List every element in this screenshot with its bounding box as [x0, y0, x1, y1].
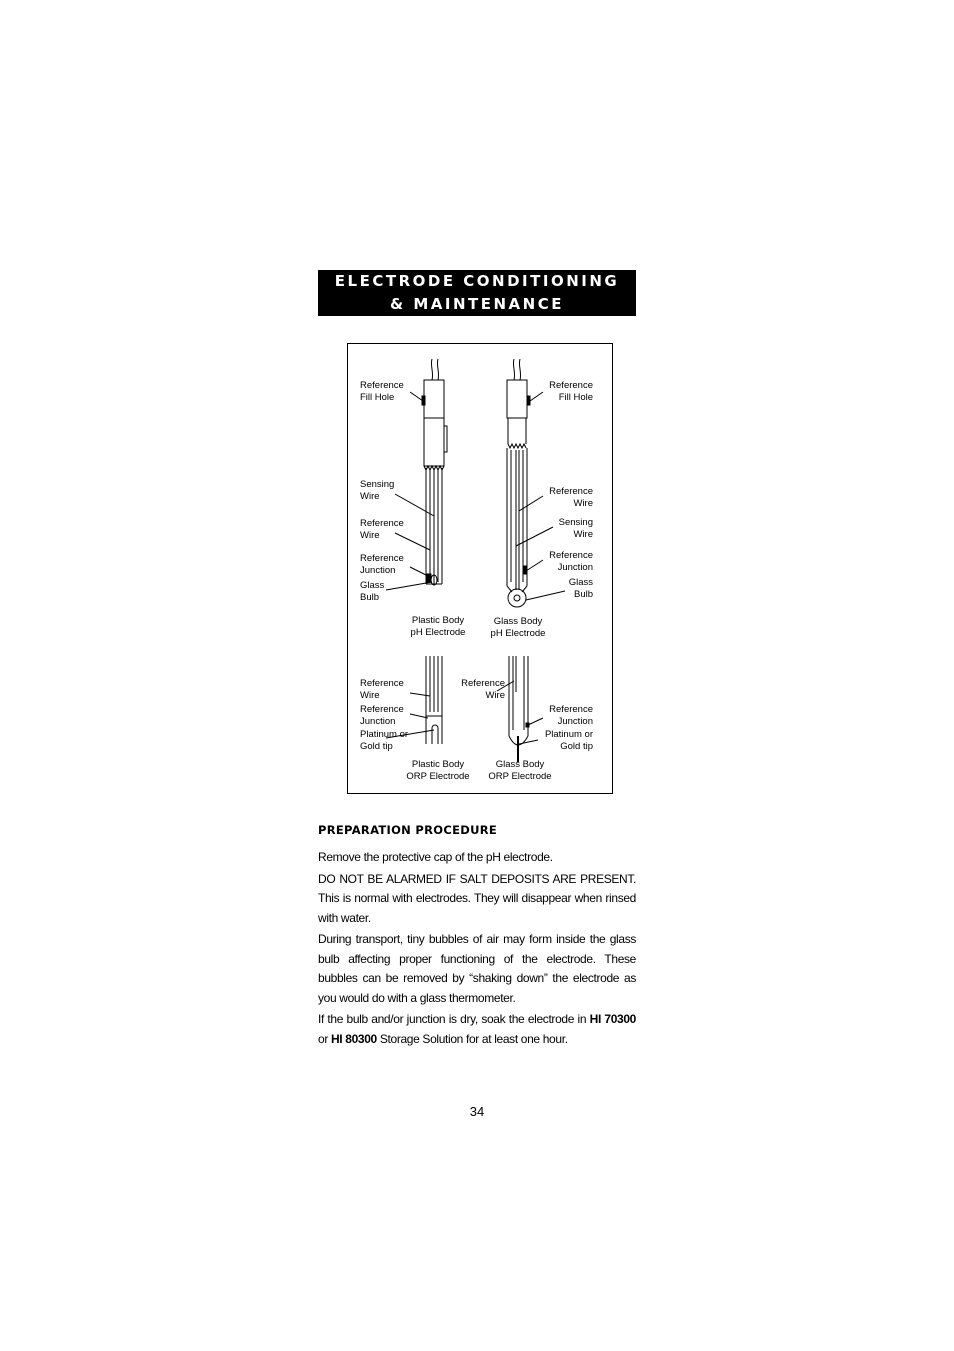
label-ref-wire-left-1: Reference — [360, 518, 404, 529]
label-glass-bulb-left-2: Bulb — [360, 592, 380, 603]
caption-plastic-ph-1: Plastic Body — [411, 615, 465, 626]
label-ref-junction-right-1: Reference — [549, 550, 593, 561]
label-orp-ref-junction-left-2: Junction — [360, 716, 396, 727]
product-code-hi80300: HI 80300 — [330, 1031, 377, 1046]
label-orp-ref-wire-left-2: Wire — [360, 690, 380, 701]
label-sensing-wire-left-2: Wire — [360, 491, 380, 502]
title-line-1: ELECTRODE CONDITIONING — [334, 272, 620, 290]
label-orp-ref-wire-right-1: Reference — [461, 678, 505, 689]
soak-text-b: or — [318, 1031, 331, 1046]
glass-orp-electrode-drawing — [509, 656, 529, 762]
caption-glass-orp-1: Glass Body — [495, 759, 545, 770]
caption-plastic-orp-2: ORP Electrode — [406, 771, 470, 782]
label-ref-wire-left-2: Wire — [360, 530, 380, 541]
label-orp-ref-junction-right-2: Junction — [557, 716, 593, 727]
glass-ph-electrode-drawing — [507, 359, 530, 607]
paragraph-soak — [318, 1010, 636, 1049]
caption-glass-orp-2: ORP Electrode — [488, 771, 552, 782]
label-ref-junction-left-2: Junction — [360, 565, 396, 576]
label-orp-ref-wire-left-1: Reference — [360, 678, 404, 689]
label-ref-wire-right-1: Reference — [549, 486, 593, 497]
label-orp-tip-right-2: Gold tip — [560, 741, 593, 752]
label-sensing-wire-right-1: Sensing — [558, 517, 593, 528]
label-orp-ref-junction-left-1: Reference — [360, 704, 404, 715]
plastic-ph-electrode-drawing — [422, 359, 447, 585]
label-ref-wire-right-2: Wire — [573, 498, 593, 509]
page-number: 34 — [469, 1104, 485, 1119]
label-sensing-wire-left-1: Sensing — [360, 479, 395, 490]
caption-glass-ph-2: pH Electrode — [490, 628, 546, 639]
label-ref-fill-hole-left-1: Reference — [360, 380, 404, 391]
caption-glass-ph-1: Glass Body — [493, 616, 543, 627]
title-line-2: & MAINTENANCE — [390, 295, 564, 313]
label-ref-fill-hole-left-2: Fill Hole — [360, 392, 395, 403]
section-title-banner — [318, 270, 636, 316]
section-heading: PREPARATION PROCEDURE — [318, 823, 498, 837]
label-glass-bulb-right-2: Bulb — [573, 589, 593, 600]
caption-plastic-orp-1: Plastic Body — [411, 759, 465, 770]
label-orp-tip-left-1: Platinum or — [360, 729, 409, 740]
label-orp-tip-right-1: Platinum or — [544, 729, 593, 740]
label-sensing-wire-right-2: Wire — [573, 529, 593, 540]
electrode-diagram — [347, 343, 613, 794]
soak-text-a: If the bulb and/or junction is dry, soak the electrode in — [318, 1012, 590, 1026]
label-ref-junction-left-1: Reference — [360, 553, 404, 564]
caption-plastic-ph-2: pH Electrode — [410, 627, 466, 638]
label-glass-bulb-left-1: Glass — [360, 580, 385, 591]
electrode-diagram-svg — [348, 344, 614, 795]
label-orp-tip-left-2: Gold tip — [360, 741, 393, 752]
label-orp-ref-junction-right-1: Reference — [549, 704, 593, 715]
soak-text-c: Storage Solution for at least one hour. — [376, 1031, 568, 1046]
label-ref-fill-hole-right-1: Reference — [549, 380, 593, 391]
label-ref-fill-hole-right-2: Fill Hole — [558, 392, 593, 403]
paragraph-salt-deposits: DO NOT BE ALARMED IF SALT DEPOSITS ARE PRESENT. This is normal with electrodes. They will disappear when rinsed with water. — [318, 871, 636, 925]
paragraph-remove-cap: Remove the protective cap of the pH electrode. — [318, 850, 553, 864]
product-code-hi70300: HI 70300 — [589, 1012, 637, 1026]
label-orp-ref-wire-right-2: Wire — [485, 690, 505, 701]
preparation-text — [318, 848, 636, 1051]
label-glass-bulb-right-1: Glass — [568, 577, 593, 588]
label-ref-junction-right-2: Junction — [557, 562, 593, 573]
paragraph-air-bubbles: During transport, tiny bubbles of air may form inside the glass bulb affecting proper functioning of the electrode. These bubbles can be removed by “shaking down” the electrode as you would do with a glass thermometer. — [318, 932, 636, 1005]
